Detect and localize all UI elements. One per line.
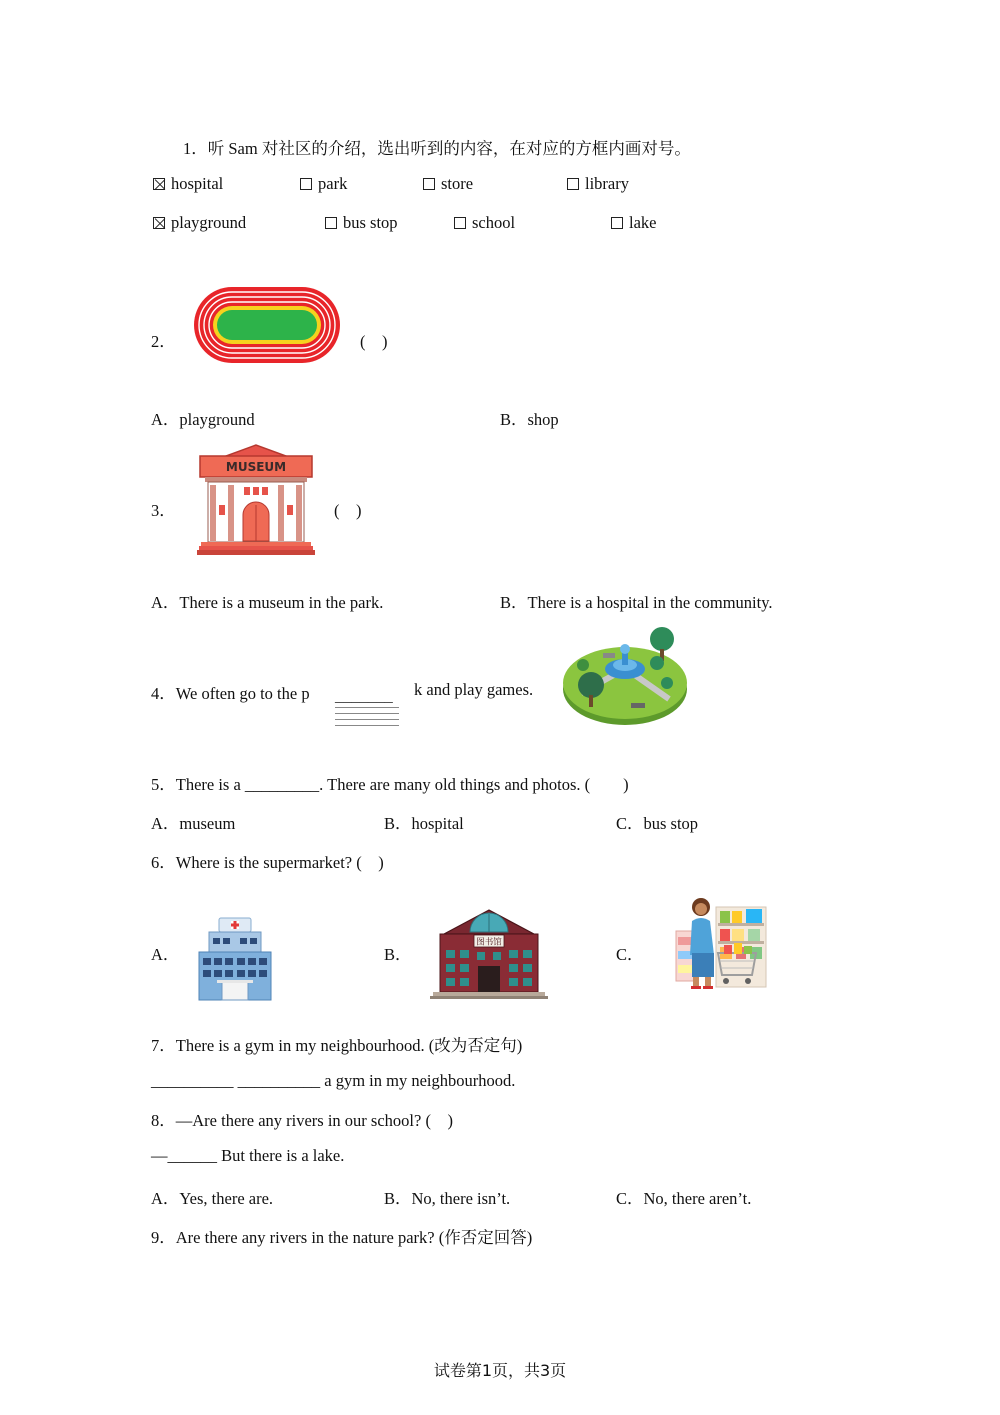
q3-option-b[interactable]: B．There is a hospital in the community. — [500, 593, 773, 612]
q1-option-park[interactable]: park — [300, 174, 347, 194]
q3-option-a[interactable]: A．There is a museum in the park. — [151, 593, 384, 612]
q4-text-after: k and play games. — [414, 680, 534, 699]
q7-answer-line[interactable]: __________ __________ a gym in my neighbourhood. — [151, 1071, 516, 1090]
q2-answer-blank[interactable]: ( ) — [360, 332, 388, 351]
q3-answer-blank[interactable]: ( ) — [334, 501, 362, 520]
q5-option-b[interactable]: B．hospital — [384, 814, 464, 833]
checkbox-checked-icon[interactable] — [153, 178, 165, 190]
checkbox-icon[interactable] — [300, 178, 312, 190]
q8-reply[interactable]: —______ But there is a lake. — [151, 1146, 345, 1165]
museum-sign-text: MUSEUM — [225, 460, 287, 474]
park-image — [561, 623, 689, 728]
q2-option-b[interactable]: B．shop — [500, 410, 559, 429]
q8-option-a[interactable]: A．Yes, there are. — [151, 1189, 274, 1208]
q8-stem: 8．—Are there any rivers in our school? ( ) — [151, 1111, 453, 1130]
checkbox-icon[interactable] — [325, 217, 337, 229]
q2-option-a[interactable]: A．playground — [151, 410, 255, 429]
checkbox-icon[interactable] — [611, 217, 623, 229]
q3-number: 3． — [151, 501, 176, 520]
q7-stem: 7．There is a gym in my neighbourhood. (改为否定句) — [151, 1036, 523, 1055]
q4-writing-lines — [335, 707, 399, 726]
checkbox-icon[interactable] — [454, 217, 466, 229]
q1-stem: 1．听 Sam 对社区的介绍，选出听到的内容，在对应的方框内画对号。 — [183, 139, 691, 158]
q5-option-c[interactable]: C．bus stop — [616, 814, 699, 833]
checkbox-icon[interactable] — [567, 178, 579, 190]
q6-stem: 6．Where is the supermarket? ( ) — [151, 853, 384, 872]
hospital-image[interactable] — [197, 916, 273, 1002]
supermarket-image[interactable] — [674, 893, 770, 993]
library-sign-text: 图书馆 — [476, 937, 502, 948]
q1-option-school[interactable]: school — [454, 213, 515, 233]
museum-image — [197, 443, 315, 556]
q1-option-store[interactable]: store — [423, 174, 473, 194]
q2-number: 2． — [151, 332, 176, 351]
q4-text-before: 4．We often go to the p — [151, 684, 310, 703]
q1-option-library[interactable]: library — [567, 174, 629, 194]
q9-stem: 9．Are there any rivers in the nature park? (作否定回答) — [151, 1228, 533, 1247]
checkbox-icon[interactable] — [423, 178, 435, 190]
q6-option-b-label[interactable]: B． — [384, 945, 412, 964]
library-image[interactable] — [430, 908, 548, 1000]
q8-option-b[interactable]: B．No, there isn’t. — [384, 1189, 511, 1208]
q8-option-c[interactable]: C．No, there aren’t. — [616, 1189, 752, 1208]
running-track-image — [193, 286, 341, 364]
q5-option-a[interactable]: A．museum — [151, 814, 236, 833]
checkbox-checked-icon[interactable] — [153, 217, 165, 229]
page-footer: 试卷第1页，共3页 — [433, 1361, 567, 1380]
q4-fill-blank[interactable]: _______ — [335, 686, 393, 705]
q1-option-lake[interactable]: lake — [611, 213, 656, 233]
q6-option-a-label[interactable]: A． — [151, 945, 180, 964]
q1-option-playground[interactable]: playground — [153, 213, 246, 233]
q5-stem: 5．There is a _________. There are many old things and photos. ( ) — [151, 775, 629, 794]
q6-option-c-label[interactable]: C． — [616, 945, 644, 964]
q1-option-bus-stop[interactable]: bus stop — [325, 213, 398, 233]
q1-option-hospital[interactable]: hospital — [153, 174, 223, 194]
